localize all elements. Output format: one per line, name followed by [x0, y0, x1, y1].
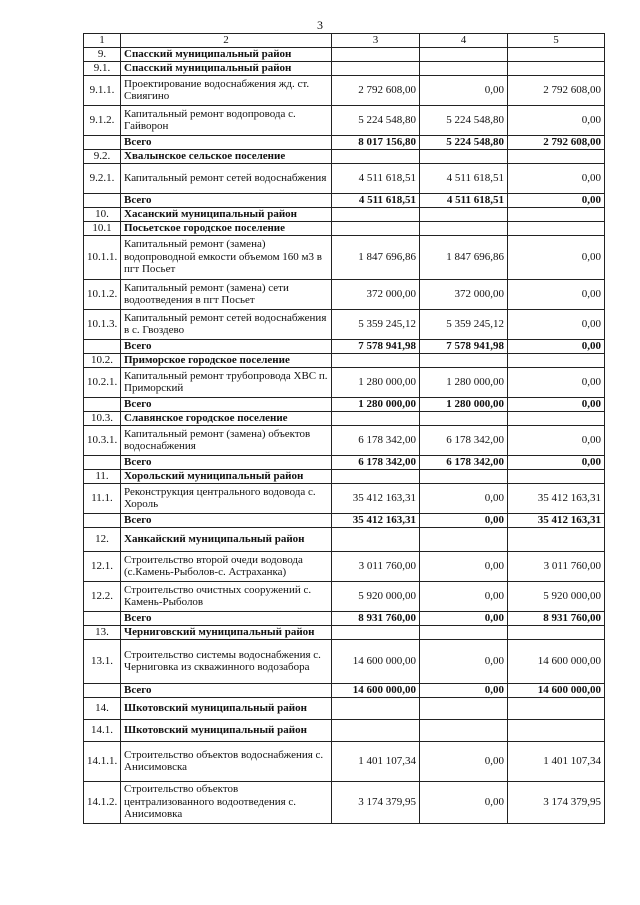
amount-total-cell: 3 011 760,00 [332, 551, 420, 581]
amount-regional-cell [420, 411, 508, 425]
page-number: 3 [317, 18, 323, 32]
amount-total-cell [332, 411, 420, 425]
table-row [84, 367, 605, 397]
table-row [84, 483, 605, 513]
row-number-cell: 14.1.2. [84, 781, 121, 823]
amount-total-cell [332, 353, 420, 367]
row-name-cell: Славянское городское поселение [121, 411, 332, 425]
amount-local-cell [508, 47, 605, 61]
amount-total-cell [332, 61, 420, 75]
amount-total-cell: 1 280 000,00 [332, 397, 420, 411]
row-name-cell: Капитальный ремонт водопровода с. Гайворон [121, 105, 332, 135]
row-name-cell: Хасанский муниципальный район [121, 207, 332, 221]
amount-local-cell: 0,00 [508, 163, 605, 193]
row-name-cell: Всего [121, 339, 332, 353]
amount-local-cell: 0,00 [508, 309, 605, 339]
row-number-cell: 10.3.1. [84, 425, 121, 455]
amount-regional-cell: 0,00 [420, 741, 508, 781]
row-name-cell: Всего [121, 135, 332, 149]
header-cell-4: 4 [420, 34, 508, 48]
table-row [84, 741, 605, 781]
amount-total-cell: 5 920 000,00 [332, 581, 420, 611]
amount-regional-cell: 0,00 [420, 781, 508, 823]
table-row [84, 639, 605, 683]
amount-local-cell: 0,00 [508, 397, 605, 411]
amount-total-cell [332, 527, 420, 551]
row-number-cell: 12. [84, 527, 121, 551]
funding-table [83, 33, 605, 824]
row-number-cell: 10.1.2. [84, 279, 121, 309]
amount-total-cell: 8 017 156,80 [332, 135, 420, 149]
section-row [84, 353, 605, 367]
row-number-cell: 11.1. [84, 483, 121, 513]
row-name-cell: Капитальный ремонт сетей водоснабжения [121, 163, 332, 193]
table-row [84, 235, 605, 279]
amount-total-cell: 35 412 163,31 [332, 513, 420, 527]
row-name-cell: Ханкайский муниципальный район [121, 527, 332, 551]
amount-total-cell: 14 600 000,00 [332, 639, 420, 683]
section-row [84, 207, 605, 221]
row-number-cell: 13.1. [84, 639, 121, 683]
amount-regional-cell: 4 511 618,51 [420, 163, 508, 193]
amount-total-cell: 1 280 000,00 [332, 367, 420, 397]
amount-local-cell: 2 792 608,00 [508, 75, 605, 105]
row-number-cell: 10.2.1. [84, 367, 121, 397]
row-number-cell: 13. [84, 625, 121, 639]
row-number-cell [84, 339, 121, 353]
row-name-cell: Шкотовский муниципальный район [121, 697, 332, 719]
total-row [84, 397, 605, 411]
amount-regional-cell: 0,00 [420, 611, 508, 625]
amount-total-cell: 6 178 342,00 [332, 425, 420, 455]
row-number-cell: 9.2.1. [84, 163, 121, 193]
amount-local-cell [508, 697, 605, 719]
row-name-cell: Посьетское городское поселение [121, 221, 332, 235]
amount-local-cell: 1 401 107,34 [508, 741, 605, 781]
row-name-cell: Капитальный ремонт (замена) сети водоотведения в пгт Посьет [121, 279, 332, 309]
row-number-cell [84, 397, 121, 411]
amount-regional-cell: 0,00 [420, 513, 508, 527]
row-name-cell: Капитальный ремонт (замена) водопроводной емкости объемом 160 м3 в пгт Посьет [121, 235, 332, 279]
row-name-cell: Хорольский муниципальный район [121, 469, 332, 483]
amount-local-cell: 35 412 163,31 [508, 483, 605, 513]
amount-local-cell [508, 353, 605, 367]
table-row [84, 309, 605, 339]
row-number-cell: 10.2. [84, 353, 121, 367]
amount-total-cell [332, 469, 420, 483]
amount-local-cell [508, 221, 605, 235]
row-name-cell: Всего [121, 683, 332, 697]
row-name-cell: Спасский муниципальный район [121, 47, 332, 61]
row-number-cell [84, 455, 121, 469]
row-number-cell: 9.1.2. [84, 105, 121, 135]
row-number-cell: 12.2. [84, 581, 121, 611]
amount-total-cell: 4 511 618,51 [332, 163, 420, 193]
row-name-cell: Строительство объектов водоснабжения с. Анисимовска [121, 741, 332, 781]
amount-local-cell: 0,00 [508, 455, 605, 469]
amount-local-cell: 0,00 [508, 105, 605, 135]
total-row [84, 683, 605, 697]
amount-total-cell [332, 697, 420, 719]
amount-local-cell: 0,00 [508, 193, 605, 207]
amount-local-cell: 0,00 [508, 367, 605, 397]
section-row [84, 469, 605, 483]
amount-local-cell: 14 600 000,00 [508, 683, 605, 697]
section-row [84, 47, 605, 61]
total-row [84, 611, 605, 625]
row-number-cell: 10.1.3. [84, 309, 121, 339]
amount-regional-cell [420, 697, 508, 719]
row-name-cell: Черниговский муниципальный район [121, 625, 332, 639]
amount-total-cell [332, 207, 420, 221]
section-row [84, 527, 605, 551]
row-name-cell: Хвалынское сельское поселение [121, 149, 332, 163]
amount-local-cell [508, 719, 605, 741]
section-row [84, 411, 605, 425]
row-name-cell: Строительство системы водоснабжения с. Черниговка из скважинного водозабора [121, 639, 332, 683]
row-number-cell: 10.1.1. [84, 235, 121, 279]
header-cell-1: 1 [84, 34, 121, 48]
amount-local-cell [508, 469, 605, 483]
amount-regional-cell: 0,00 [420, 75, 508, 105]
amount-total-cell: 5 224 548,80 [332, 105, 420, 135]
table-row [84, 425, 605, 455]
total-row [84, 339, 605, 353]
row-number-cell: 14.1.1. [84, 741, 121, 781]
amount-regional-cell [420, 47, 508, 61]
amount-regional-cell [420, 207, 508, 221]
amount-total-cell: 4 511 618,51 [332, 193, 420, 207]
amount-local-cell: 0,00 [508, 339, 605, 353]
amount-total-cell [332, 719, 420, 741]
row-number-cell: 9. [84, 47, 121, 61]
amount-regional-cell: 1 280 000,00 [420, 397, 508, 411]
row-number-cell: 14. [84, 697, 121, 719]
row-name-cell: Всего [121, 193, 332, 207]
amount-local-cell: 5 920 000,00 [508, 581, 605, 611]
amount-local-cell: 14 600 000,00 [508, 639, 605, 683]
amount-regional-cell: 0,00 [420, 551, 508, 581]
section-row [84, 61, 605, 75]
header-cell-2: 2 [121, 34, 332, 48]
row-name-cell: Всего [121, 455, 332, 469]
amount-regional-cell: 5 224 548,80 [420, 105, 508, 135]
amount-total-cell: 8 931 760,00 [332, 611, 420, 625]
header-cell-3: 3 [332, 34, 420, 48]
row-name-cell: Строительство второй очеди водовода (с.Камень-Рыболов-с. Астраханка) [121, 551, 332, 581]
row-name-cell: Капитальный ремонт (замена) объектов водоснабжения [121, 425, 332, 455]
amount-regional-cell [420, 221, 508, 235]
section-row [84, 719, 605, 741]
table-row [84, 75, 605, 105]
amount-regional-cell: 1 280 000,00 [420, 367, 508, 397]
amount-regional-cell: 7 578 941,98 [420, 339, 508, 353]
amount-regional-cell: 0,00 [420, 581, 508, 611]
row-name-cell: Реконструкция центрального водовода с. Хороль [121, 483, 332, 513]
section-row [84, 625, 605, 639]
table-row [84, 551, 605, 581]
amount-total-cell [332, 47, 420, 61]
row-number-cell: 14.1. [84, 719, 121, 741]
amount-regional-cell: 0,00 [420, 483, 508, 513]
row-name-cell: Приморское городское поселение [121, 353, 332, 367]
amount-local-cell [508, 61, 605, 75]
amount-local-cell: 8 931 760,00 [508, 611, 605, 625]
row-number-cell: 9.1.1. [84, 75, 121, 105]
row-name-cell: Шкотовский муниципальный район [121, 719, 332, 741]
row-number-cell: 9.2. [84, 149, 121, 163]
table-row [84, 105, 605, 135]
amount-local-cell [508, 625, 605, 639]
amount-total-cell: 35 412 163,31 [332, 483, 420, 513]
table-row [84, 279, 605, 309]
row-number-cell: 12.1. [84, 551, 121, 581]
amount-local-cell [508, 149, 605, 163]
amount-local-cell: 0,00 [508, 279, 605, 309]
row-number-cell [84, 683, 121, 697]
row-name-cell: Строительство очистных сооружений с. Камень-Рыболов [121, 581, 332, 611]
amount-total-cell [332, 149, 420, 163]
amount-local-cell: 35 412 163,31 [508, 513, 605, 527]
row-number-cell [84, 135, 121, 149]
amount-total-cell: 5 359 245,12 [332, 309, 420, 339]
row-name-cell: Спасский муниципальный район [121, 61, 332, 75]
row-number-cell: 10.1 [84, 221, 121, 235]
row-number-cell [84, 513, 121, 527]
amount-regional-cell [420, 625, 508, 639]
row-name-cell: Всего [121, 397, 332, 411]
section-row [84, 221, 605, 235]
amount-local-cell: 3 174 379,95 [508, 781, 605, 823]
amount-regional-cell [420, 719, 508, 741]
table-body [84, 34, 605, 824]
amount-regional-cell: 0,00 [420, 683, 508, 697]
row-name-cell: Всего [121, 611, 332, 625]
amount-total-cell: 372 000,00 [332, 279, 420, 309]
section-row [84, 149, 605, 163]
row-name-cell: Проектирование водоснабжения жд. ст. Свиягино [121, 75, 332, 105]
amount-total-cell: 1 847 696,86 [332, 235, 420, 279]
table-header-row [84, 34, 605, 48]
amount-local-cell [508, 207, 605, 221]
table-row [84, 581, 605, 611]
amount-regional-cell: 4 511 618,51 [420, 193, 508, 207]
row-name-cell: Строительство объектов централизованного водоотведения с. Анисимовка [121, 781, 332, 823]
row-number-cell: 11. [84, 469, 121, 483]
row-number-cell: 10.3. [84, 411, 121, 425]
row-number-cell: 9.1. [84, 61, 121, 75]
row-name-cell: Всего [121, 513, 332, 527]
row-number-cell [84, 193, 121, 207]
amount-local-cell: 0,00 [508, 425, 605, 455]
row-name-cell: Капитальный ремонт сетей водоснабжения в с. Гвоздево [121, 309, 332, 339]
table-row [84, 163, 605, 193]
amount-local-cell [508, 527, 605, 551]
amount-total-cell: 14 600 000,00 [332, 683, 420, 697]
total-row [84, 193, 605, 207]
amount-regional-cell: 0,00 [420, 639, 508, 683]
amount-regional-cell [420, 469, 508, 483]
row-number-cell: 10. [84, 207, 121, 221]
amount-regional-cell [420, 61, 508, 75]
amount-regional-cell: 6 178 342,00 [420, 455, 508, 469]
amount-total-cell: 2 792 608,00 [332, 75, 420, 105]
amount-total-cell [332, 221, 420, 235]
amount-total-cell: 3 174 379,95 [332, 781, 420, 823]
amount-local-cell [508, 411, 605, 425]
header-cell-5: 5 [508, 34, 605, 48]
total-row [84, 135, 605, 149]
amount-local-cell: 3 011 760,00 [508, 551, 605, 581]
total-row [84, 513, 605, 527]
amount-local-cell: 0,00 [508, 235, 605, 279]
total-row [84, 455, 605, 469]
amount-total-cell: 1 401 107,34 [332, 741, 420, 781]
row-name-cell: Капитальный ремонт трубопровода ХВС п. Приморский [121, 367, 332, 397]
table-row [84, 781, 605, 823]
row-number-cell [84, 611, 121, 625]
amount-regional-cell [420, 353, 508, 367]
section-row [84, 697, 605, 719]
amount-total-cell: 7 578 941,98 [332, 339, 420, 353]
amount-local-cell: 2 792 608,00 [508, 135, 605, 149]
amount-total-cell: 6 178 342,00 [332, 455, 420, 469]
amount-regional-cell: 6 178 342,00 [420, 425, 508, 455]
amount-regional-cell [420, 149, 508, 163]
amount-total-cell [332, 625, 420, 639]
amount-regional-cell: 372 000,00 [420, 279, 508, 309]
amount-regional-cell: 5 224 548,80 [420, 135, 508, 149]
amount-regional-cell [420, 527, 508, 551]
amount-regional-cell: 1 847 696,86 [420, 235, 508, 279]
amount-regional-cell: 5 359 245,12 [420, 309, 508, 339]
